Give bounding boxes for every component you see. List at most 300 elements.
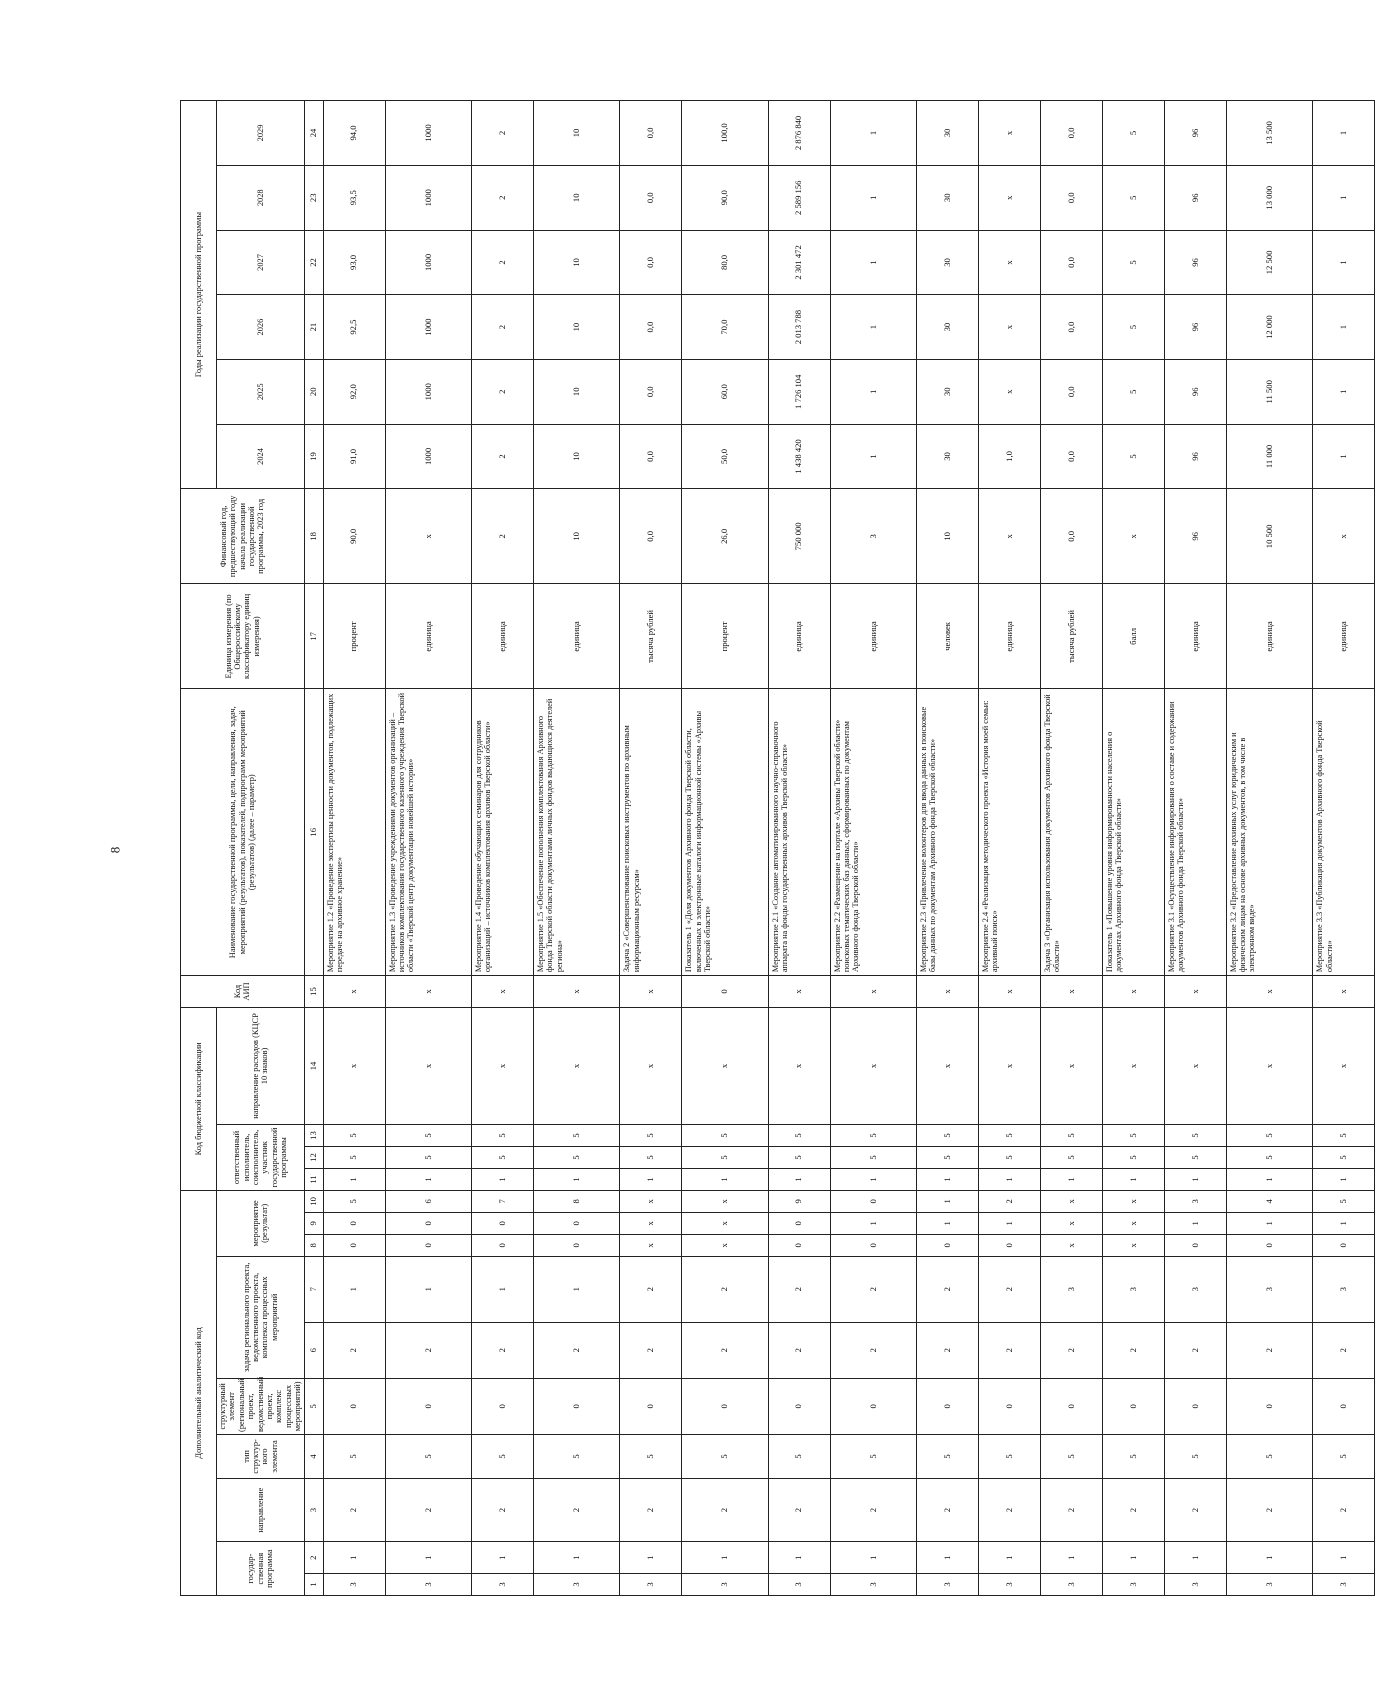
code-cell: 2 [979, 1478, 1041, 1541]
table-row [1226, 101, 1312, 1596]
code-cell: 5 [830, 1146, 916, 1168]
code-cell: 3 [768, 1574, 830, 1596]
year-value-cell: 11 000 [1226, 424, 1312, 489]
code-cell: 0 [830, 1378, 916, 1434]
code-cell: 0 [1226, 1378, 1312, 1434]
code-cell: 1 [768, 1542, 830, 1574]
code-cell: 1 [682, 1168, 768, 1190]
aip-header: Код АИП [181, 976, 305, 1008]
year-value-cell: 12 000 [1226, 295, 1312, 360]
year-value-cell: 0,0 [1040, 359, 1102, 424]
code-cell: 1 [1164, 1168, 1226, 1190]
year-value-cell: 0,0 [620, 230, 682, 295]
code-cell: 2 [1102, 1322, 1164, 1378]
code-cell: 5 [533, 1434, 619, 1478]
table-row [620, 101, 682, 1596]
code-cell: 2 [1164, 1478, 1226, 1541]
year-value-cell: 92,5 [323, 295, 385, 360]
table-row [472, 101, 534, 1596]
table-row [682, 101, 768, 1596]
code-cell: 5 [620, 1125, 682, 1147]
code-cell: 2 [472, 1322, 534, 1378]
table-body [323, 101, 1375, 1596]
col-num: 20 [304, 359, 323, 424]
code-cell: х [1226, 1007, 1312, 1124]
code-cell: 3 [1226, 1256, 1312, 1322]
code-cell: 3 [682, 1574, 768, 1596]
program-table [180, 100, 1375, 1596]
year-value-cell: 30 [917, 101, 979, 166]
code-cell: 9 [768, 1190, 830, 1212]
code-cell: 1 [1164, 1542, 1226, 1574]
unit-cell: тысяча рублей [1040, 584, 1102, 689]
base-year-cell: 26,0 [682, 489, 768, 584]
code-cell: 3 [1040, 1574, 1102, 1596]
code-cell: 1 [533, 1542, 619, 1574]
year-value-cell: х [979, 165, 1041, 230]
year-header: 2027 [217, 230, 305, 295]
code-cell: 1 [917, 1168, 979, 1190]
table-row [533, 101, 619, 1596]
code-cell: 5 [1226, 1434, 1312, 1478]
year-value-cell: 1000 [385, 359, 471, 424]
code-cell: 1 [620, 1168, 682, 1190]
year-value-cell: 50,0 [682, 424, 768, 489]
unit-cell: процент [682, 584, 768, 689]
parameter-name-cell: Мероприятие 2.3 «Привлечение волонтеров для ввода данных в поисковые базы данных по документам Архивного фонда Тверской области» [917, 689, 979, 976]
code-cell: 5 [979, 1125, 1041, 1147]
code-cell: 0 [917, 1378, 979, 1434]
unit-cell: тысяча рублей [620, 584, 682, 689]
year-value-cell: 0,0 [1040, 230, 1102, 295]
base-year-cell: х [979, 489, 1041, 584]
code-cell: 0 [323, 1234, 385, 1256]
code-cell: 0 [1226, 1234, 1312, 1256]
rotated-table-container [180, 100, 1348, 1596]
parameter-name-cell: Мероприятие 1.4 «Проведение обучающих семинаров для сотрудников организаций – источников комплектования архивов Тверской области» [472, 689, 534, 976]
year-value-cell: 96 [1164, 165, 1226, 230]
years-group-header: Годы реализации государственной программы [181, 101, 217, 489]
year-value-cell: 1 [830, 424, 916, 489]
code-cell: 2 [768, 1322, 830, 1378]
code-cell: 2 [533, 1478, 619, 1541]
year-value-cell: 10 [533, 424, 619, 489]
col-num: 7 [304, 1256, 323, 1322]
code-cell: х [1102, 976, 1164, 1008]
year-value-cell: 70,0 [682, 295, 768, 360]
year-value-cell: 1 438 420 [768, 424, 830, 489]
code-cell: 3 [323, 1574, 385, 1596]
unit-cell: единица [533, 584, 619, 689]
code-cell: х [1040, 1212, 1102, 1234]
code-cell: 1 [1313, 1212, 1375, 1234]
code-cell: х [1164, 976, 1226, 1008]
code-cell: 1 [830, 1542, 916, 1574]
code-cell: 2 [682, 1478, 768, 1541]
year-value-cell: 1 [1313, 295, 1375, 360]
year-value-cell: 96 [1164, 230, 1226, 295]
code-cell: х [1313, 1007, 1375, 1124]
code-cell: 0 [830, 1190, 916, 1212]
year-value-cell: 80,0 [682, 230, 768, 295]
parameter-name-cell: Мероприятие 3.3 «Публикация документов Архивного фонда Тверской области» [1313, 689, 1375, 976]
col-num: 23 [304, 165, 323, 230]
code-cell: 5 [472, 1125, 534, 1147]
code-cell: 3 [1226, 1574, 1312, 1596]
code-cell: 5 [830, 1434, 916, 1478]
code-cell: х [830, 1007, 916, 1124]
code-cell: х [768, 1007, 830, 1124]
code-cell: 1 [979, 1542, 1041, 1574]
year-value-cell: 96 [1164, 295, 1226, 360]
year-value-cell: 1 [1313, 165, 1375, 230]
col-num: 5 [304, 1378, 323, 1434]
base-year-cell: 2 [472, 489, 534, 584]
code-cell: 5 [1313, 1190, 1375, 1212]
year-value-cell: 5 [1102, 165, 1164, 230]
unit-cell: единица [1313, 584, 1375, 689]
code-cell: х [1102, 1212, 1164, 1234]
base-year-cell: 10 500 [1226, 489, 1312, 584]
parameter-name-cell: Мероприятие 2.4 «Реализация методического проекта «История моей семьи: архивный поиск» [979, 689, 1041, 976]
code-cell: 5 [1313, 1125, 1375, 1147]
year-value-cell: 94,0 [323, 101, 385, 166]
col-num: 19 [304, 424, 323, 489]
year-value-cell: 2 013 788 [768, 295, 830, 360]
unit-cell: единица [385, 584, 471, 689]
code-cell: 2 [1102, 1478, 1164, 1541]
col-num: 10 [304, 1190, 323, 1212]
col-num: 4 [304, 1434, 323, 1478]
year-header: 2028 [217, 165, 305, 230]
year-value-cell: 0,0 [1040, 424, 1102, 489]
base-year-cell: 90,0 [323, 489, 385, 584]
additional-code-header: Дополнительный аналитический код [181, 1190, 217, 1595]
code-cell: 0 [472, 1212, 534, 1234]
parameter-name-cell: Мероприятие 1.3 «Проведение учреждениями документов организаций – источников комплектования государственного казенного учреждения Тверской области «Тверской центр документации новейшей истории» [385, 689, 471, 976]
code-cell: х [472, 976, 534, 1008]
code-cell: 2 [323, 1322, 385, 1378]
code-cell: 5 [472, 1434, 534, 1478]
year-value-cell: 2 [472, 295, 534, 360]
unit-header: Единица измерения (по Общероссийскому классификатору единиц измерения) [181, 584, 305, 689]
code-cell: 5 [1226, 1125, 1312, 1147]
table-row [1040, 101, 1102, 1596]
code-cell: 1 [323, 1168, 385, 1190]
code-cell: х [917, 1007, 979, 1124]
code-cell: 2 [979, 1190, 1041, 1212]
code-cell: 2 [472, 1478, 534, 1541]
base-year-cell: 10 [533, 489, 619, 584]
code-cell: 5 [1102, 1434, 1164, 1478]
code-cell: 1 [323, 1542, 385, 1574]
parameter-name-cell: Показатель 1 «Повышение уровня информированности населения о документах Архивного фонда Тверской области» [1102, 689, 1164, 976]
code-cell: 5 [917, 1434, 979, 1478]
code-cell: 5 [385, 1434, 471, 1478]
code-cell: 2 [1164, 1322, 1226, 1378]
table-row [1102, 101, 1164, 1596]
code-cell: 5 [979, 1434, 1041, 1478]
code-cell: 2 [1040, 1478, 1102, 1541]
col-num: 16 [304, 689, 323, 976]
code-cell: 0 [323, 1378, 385, 1434]
year-value-cell: 1 [830, 359, 916, 424]
code-cell: 2 [323, 1478, 385, 1541]
table-row [385, 101, 471, 1596]
table-row [323, 101, 385, 1596]
code-cell: 3 [472, 1574, 534, 1596]
code-cell: 7 [472, 1190, 534, 1212]
code-cell: 2 [385, 1478, 471, 1541]
code-cell: 6 [385, 1190, 471, 1212]
year-value-cell: 1 726 104 [768, 359, 830, 424]
executor-header: ответственный исполнитель, соисполнитель, участник государственной программы [217, 1125, 305, 1191]
code-cell: 0 [472, 1378, 534, 1434]
code-cell: 0 [1313, 1234, 1375, 1256]
code-cell: 1 [830, 1212, 916, 1234]
fin-year-header: Финансовый год, предшествующий году начала реализации государственной программы, 2023 год [181, 489, 305, 584]
code-cell: 2 [533, 1322, 619, 1378]
code-cell: 5 [1313, 1146, 1375, 1168]
year-value-cell: 10 [533, 165, 619, 230]
col-num: 18 [304, 489, 323, 584]
unit-cell: единица [472, 584, 534, 689]
code-cell: 5 [917, 1146, 979, 1168]
code-cell: 5 [1102, 1146, 1164, 1168]
base-year-cell: 10 [917, 489, 979, 584]
direction-header: направление [217, 1478, 305, 1541]
code-cell: 0 [682, 976, 768, 1008]
code-cell: 5 [979, 1146, 1041, 1168]
year-value-cell: 13 000 [1226, 165, 1312, 230]
code-cell: 5 [385, 1125, 471, 1147]
year-value-cell: 10 [533, 230, 619, 295]
year-value-cell: 5 [1102, 359, 1164, 424]
code-cell: х [620, 976, 682, 1008]
parameter-name-cell: Мероприятие 2.1 «Создание автоматизированного научно-справочного аппарата на фонды государственных архивов Тверской области» [768, 689, 830, 976]
code-cell: х [1226, 976, 1312, 1008]
task-header: задача регионального проекта, ведомственного проекта, комплекса процессных мероприятий [217, 1256, 305, 1378]
code-cell: х [682, 1190, 768, 1212]
year-value-cell: 1000 [385, 424, 471, 489]
code-cell: х [472, 1007, 534, 1124]
year-value-cell: 5 [1102, 230, 1164, 295]
code-cell: 0 [533, 1234, 619, 1256]
code-cell: 1 [1102, 1542, 1164, 1574]
code-cell: 1 [1226, 1542, 1312, 1574]
base-year-cell: 0,0 [1040, 489, 1102, 584]
base-year-cell: 96 [1164, 489, 1226, 584]
code-cell: 1 [385, 1256, 471, 1322]
code-cell: х [682, 1007, 768, 1124]
year-value-cell: 0,0 [620, 295, 682, 360]
struct-header: структурный элемент (региональный проект, ведомственный проект, комплекс процессных мероприятий) [217, 1378, 305, 1434]
code-cell: 1 [830, 1168, 916, 1190]
code-cell: 2 [830, 1256, 916, 1322]
code-cell: 5 [533, 1125, 619, 1147]
year-value-cell: 1 [830, 101, 916, 166]
code-cell: 3 [1164, 1190, 1226, 1212]
code-cell: 1 [682, 1542, 768, 1574]
code-cell: 3 [385, 1574, 471, 1596]
code-cell: 5 [1040, 1434, 1102, 1478]
code-cell: х [682, 1212, 768, 1234]
code-cell: 0 [620, 1378, 682, 1434]
year-value-cell: 1000 [385, 295, 471, 360]
code-cell: 0 [979, 1234, 1041, 1256]
code-cell: 3 [917, 1574, 979, 1596]
code-cell: 1 [323, 1256, 385, 1322]
year-value-cell: 2 [472, 165, 534, 230]
code-cell: 0 [768, 1234, 830, 1256]
unit-cell: процент [323, 584, 385, 689]
code-cell: 0 [385, 1378, 471, 1434]
code-cell: х [979, 1007, 1041, 1124]
exp-dir-header: направление расходов (КЦСР 10 знаков) [217, 1007, 305, 1124]
code-cell: 5 [917, 1125, 979, 1147]
code-cell: 0 [917, 1234, 979, 1256]
code-cell: 2 [917, 1322, 979, 1378]
col-num: 11 [304, 1168, 323, 1190]
code-cell: 5 [1313, 1434, 1375, 1478]
code-cell: 3 [830, 1574, 916, 1596]
year-value-cell: 30 [917, 424, 979, 489]
code-cell: 5 [323, 1190, 385, 1212]
year-value-cell: 1 [830, 295, 916, 360]
col-num: 14 [304, 1007, 323, 1124]
year-value-cell: 0,0 [620, 359, 682, 424]
code-cell: 5 [323, 1146, 385, 1168]
code-cell: х [1040, 1190, 1102, 1212]
code-cell: х [620, 1190, 682, 1212]
code-cell: 2 [1226, 1478, 1312, 1541]
code-cell: х [1040, 1234, 1102, 1256]
code-cell: 1 [1040, 1542, 1102, 1574]
unit-cell: единица [979, 584, 1041, 689]
year-value-cell: х [979, 101, 1041, 166]
code-cell: 5 [768, 1146, 830, 1168]
year-value-cell: 30 [917, 359, 979, 424]
year-value-cell: 30 [917, 165, 979, 230]
event-header: мероприятие (результат) [217, 1190, 305, 1256]
code-cell: 3 [979, 1574, 1041, 1596]
year-value-cell: 100,0 [682, 101, 768, 166]
year-value-cell: 2 589 156 [768, 165, 830, 230]
year-value-cell: 92,0 [323, 359, 385, 424]
code-cell: 2 [1226, 1322, 1312, 1378]
year-value-cell: 30 [917, 230, 979, 295]
code-cell: 2 [682, 1256, 768, 1322]
code-cell: 1 [979, 1168, 1041, 1190]
code-cell: 0 [533, 1212, 619, 1234]
code-cell: 0 [385, 1234, 471, 1256]
base-year-cell: 750 000 [768, 489, 830, 584]
code-cell: 2 [385, 1322, 471, 1378]
code-cell: 2 [682, 1322, 768, 1378]
code-cell: 1 [1226, 1168, 1312, 1190]
code-cell: х [979, 976, 1041, 1008]
code-cell: 2 [1040, 1322, 1102, 1378]
table-row [917, 101, 979, 1596]
year-value-cell: 2 [472, 359, 534, 424]
code-cell: 1 [917, 1212, 979, 1234]
code-cell: 3 [1164, 1574, 1226, 1596]
parameter-name-cell: Задача 2 «Совершенствование поисковых инструментов по архивным информационным ресурсам» [620, 689, 682, 976]
code-cell: 5 [682, 1125, 768, 1147]
base-year-cell: х [1313, 489, 1375, 584]
year-value-cell: 5 [1102, 101, 1164, 166]
year-value-cell: 2 876 840 [768, 101, 830, 166]
base-year-cell: 3 [830, 489, 916, 584]
parameter-name-cell: Мероприятие 1.5 «Обеспечение пополнения комплектования Архивного фонда Тверской области документами личных фондов выдающихся деятелей региона» [533, 689, 619, 976]
year-value-cell: 1000 [385, 101, 471, 166]
code-cell: 3 [533, 1574, 619, 1596]
code-cell: 2 [1313, 1478, 1375, 1541]
unit-cell: человек [917, 584, 979, 689]
code-cell: 3 [1313, 1574, 1375, 1596]
year-value-cell: 93,0 [323, 230, 385, 295]
type-header: тип структур-ного элемента [217, 1434, 305, 1478]
year-header: 2024 [217, 424, 305, 489]
year-value-cell: 30 [917, 295, 979, 360]
parameter-name-cell: Показатель 1 «Доля документов Архивного фонда Тверской области, включенных в электронные каталоги информационной системы «Архивы Тверской области» [682, 689, 768, 976]
year-value-cell: 5 [1102, 424, 1164, 489]
code-cell: 2 [1313, 1322, 1375, 1378]
year-value-cell: 10 [533, 101, 619, 166]
code-cell: х [323, 976, 385, 1008]
year-header: 2029 [217, 101, 305, 166]
code-cell: 4 [1226, 1190, 1312, 1212]
code-cell: х [1102, 1234, 1164, 1256]
code-cell: х [1040, 976, 1102, 1008]
col-num: 8 [304, 1234, 323, 1256]
code-cell: х [1164, 1007, 1226, 1124]
year-value-cell: 0,0 [1040, 165, 1102, 230]
table-row [768, 101, 830, 1596]
year-value-cell: 60,0 [682, 359, 768, 424]
year-value-cell: 1 [1313, 424, 1375, 489]
year-value-cell: 5 [1102, 295, 1164, 360]
code-cell: 0 [768, 1378, 830, 1434]
year-value-cell: 93,5 [323, 165, 385, 230]
parameter-name-cell: Мероприятие 3.2 «Предоставление архивных услуг юридическим и физическим лицам на основе архивных документов, в том числе в электронном виде» [1226, 689, 1312, 976]
code-cell: 5 [323, 1125, 385, 1147]
year-value-cell: х [979, 230, 1041, 295]
table-row [1164, 101, 1226, 1596]
base-year-cell: 0,0 [620, 489, 682, 584]
code-cell: 1 [768, 1168, 830, 1190]
col-num: 2 [304, 1542, 323, 1574]
year-value-cell: 1,0 [979, 424, 1041, 489]
code-cell: 5 [385, 1146, 471, 1168]
code-cell: 2 [620, 1256, 682, 1322]
year-value-cell: 0,0 [1040, 101, 1102, 166]
year-value-cell: 91,0 [323, 424, 385, 489]
name-header: Наименование государственной программы, цели, направления, задач, мероприятий (результатов), показателей, подпрограмм мероприятий (результатов) (далее – параметр) [181, 689, 305, 976]
code-cell: х [323, 1007, 385, 1124]
code-cell: 1 [620, 1542, 682, 1574]
code-cell: 2 [768, 1478, 830, 1541]
year-value-cell: 2 [472, 230, 534, 295]
code-cell: 5 [620, 1146, 682, 1168]
unit-cell: единица [768, 584, 830, 689]
code-cell: 1 [1313, 1542, 1375, 1574]
code-cell: 2 [917, 1256, 979, 1322]
base-year-cell: х [385, 489, 471, 584]
code-cell: 0 [472, 1234, 534, 1256]
code-cell: 2 [979, 1322, 1041, 1378]
code-cell: 2 [768, 1256, 830, 1322]
